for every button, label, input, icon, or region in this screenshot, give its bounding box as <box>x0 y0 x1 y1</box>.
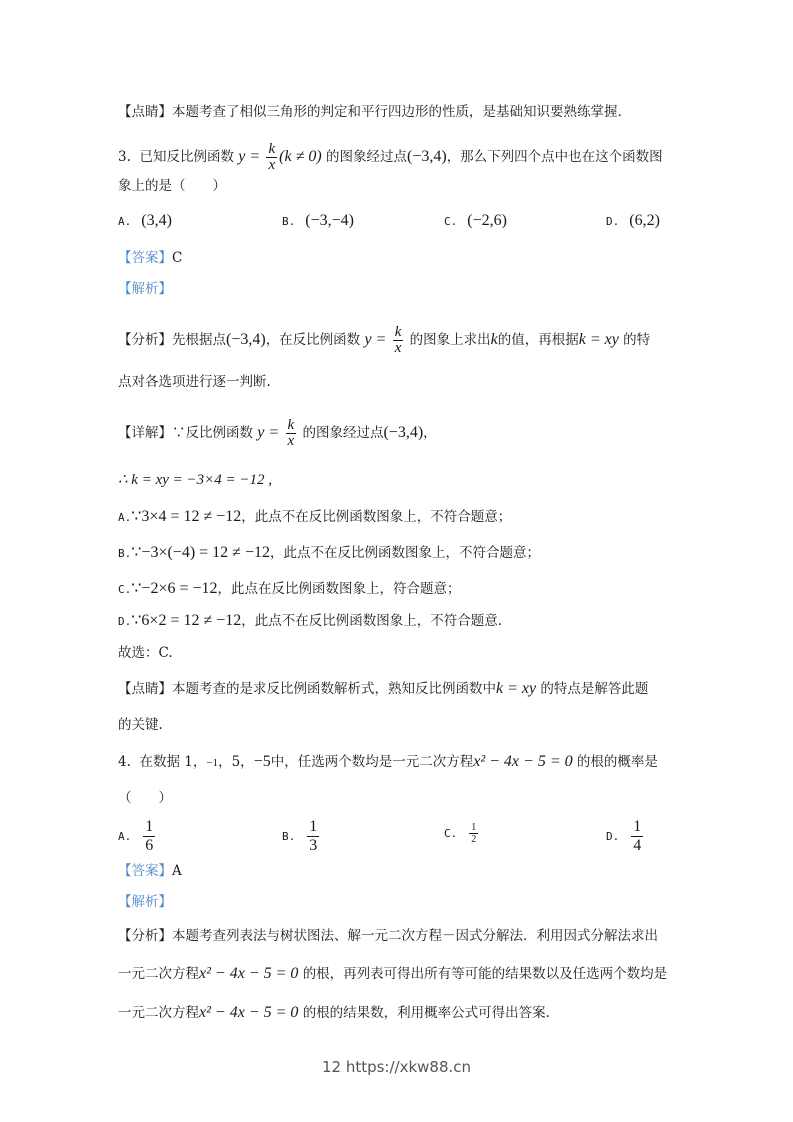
q2-dianjing <box>118 102 693 122</box>
numerator: 1 <box>309 818 318 835</box>
formula: k = xy <box>578 331 619 348</box>
point: (−3,4) <box>383 424 424 441</box>
q3-check-d <box>118 611 693 632</box>
text: 本题考查列表法与树状图法、解一元二次方程－因式分解法．利用因式分解法求出 <box>172 928 658 944</box>
numerator: k <box>394 324 402 340</box>
denominator: 3 <box>309 837 318 854</box>
question-number: 3. <box>118 149 131 165</box>
text: 中，任选两个数均是一元二次方程 <box>270 754 474 770</box>
check-label: A. <box>118 511 132 524</box>
option-label: A. <box>118 215 132 228</box>
fraction-k-over-x <box>393 325 404 356</box>
check-label: D. <box>118 615 132 628</box>
q3-option-d <box>606 212 660 230</box>
q4-fenxi-line3 <box>118 1003 693 1023</box>
func-lhs: y = <box>238 148 261 165</box>
var-k: k <box>490 331 498 348</box>
fraction <box>143 818 155 855</box>
check-label: B. <box>118 547 132 560</box>
stem-text: 已知反比例函数 <box>139 149 234 165</box>
numerator: 1 <box>145 818 154 835</box>
answer-value: A <box>172 863 182 879</box>
q3-k-value: ∴ k = xy = −3×4 = −12 , <box>118 472 272 488</box>
numerator: 1 <box>633 818 642 835</box>
numerator: 1 <box>471 822 477 833</box>
equation: x² − 4x − 5 = 0 <box>473 753 573 770</box>
func-condition: (k ≠ 0) <box>279 148 322 165</box>
q3-analysis-tag <box>118 279 693 299</box>
check-text: ，此点不在反比例函数图象上，不符合题意； <box>241 509 512 525</box>
text: ， <box>423 425 437 441</box>
text: 的图象经过点 <box>302 425 384 441</box>
q3-conclusion: 故选：C. <box>118 645 173 661</box>
number: −1 <box>206 757 219 769</box>
text: 的根的结果数，利用概率公式可得出答案. <box>302 1005 550 1021</box>
answer-value: C <box>172 250 183 266</box>
fenxi-tag: 【分析】 <box>118 928 172 944</box>
q3-stem <box>118 142 693 173</box>
denominator: 4 <box>633 837 642 854</box>
q3-check-b <box>118 543 693 564</box>
xiangjie-tag: 【详解】 <box>118 425 172 441</box>
q3-option-a <box>118 212 172 230</box>
q3-check-c <box>118 579 693 600</box>
check-text: ，此点不在反比例函数图象上，不符合题意. <box>241 613 503 629</box>
analysis-tag: 【解析】 <box>118 894 172 910</box>
check-label: C. <box>118 583 132 596</box>
option-label: C. <box>444 215 458 228</box>
equation: x² − 4x − 5 = 0 <box>199 965 299 982</box>
fraction-k-over-x <box>286 418 297 449</box>
text: 的根的概率是 <box>576 754 658 770</box>
text: ，在反比例函数 <box>265 332 361 348</box>
point: (−3,4) <box>226 331 266 348</box>
fenxi-tag: 【分析】 <box>118 332 172 348</box>
text: 本题考查的是求反比例函数解析式，熟知反比例函数中 <box>172 681 496 697</box>
option-value: (3,4) <box>141 212 172 229</box>
text: 一元二次方程 <box>118 966 199 982</box>
check-text: ，此点在反比例函数图象上，符合题意； <box>217 581 461 597</box>
option-label: B. <box>282 830 296 843</box>
q4-option-c <box>444 822 480 845</box>
option-label: B. <box>282 215 296 228</box>
stem-text: ，那么下列四个点中也在这个函数图 <box>446 149 663 165</box>
q3-answer <box>118 248 693 268</box>
dianjing-tag: 【点睛】 <box>118 104 172 120</box>
fraction <box>307 818 319 855</box>
q3-check-a <box>118 507 693 528</box>
q4-stem-line2: （ ） <box>118 790 172 806</box>
check-expr: ∵3×4 = 12 ≠ −12 <box>131 508 242 525</box>
text: ∵反比例函数 <box>172 425 253 441</box>
answer-tag: 【答案】 <box>118 863 172 879</box>
denominator: x <box>268 157 276 173</box>
func-lhs: y = <box>364 331 387 348</box>
denominator: x <box>287 433 295 449</box>
numerator: k <box>268 141 276 157</box>
check-expr: ∵6×2 = 12 ≠ −12 <box>131 612 242 629</box>
q3-xiangjie <box>118 418 693 449</box>
dianjing-tag: 【点睛】 <box>118 681 172 697</box>
q4-fenxi-line2 <box>118 964 693 984</box>
stem-text: 的图象经过点 <box>326 149 407 165</box>
analysis-tag: 【解析】 <box>118 281 172 297</box>
footer-url[interactable]: https://xkw88.cn <box>345 1058 472 1076</box>
q4-answer <box>118 861 693 881</box>
text: 的根，再列表可得出所有等可能的结果数以及任选两个数均是 <box>302 966 668 982</box>
option-value: (−2,6) <box>467 212 507 229</box>
dianjing-text: 本题考查了相似三角形的判定和平行四边形的性质，是基础知识要熟练掌握. <box>172 104 622 120</box>
denominator: 6 <box>145 837 154 854</box>
check-expr: ∵−3×(−4) = 12 ≠ −12 <box>131 544 270 561</box>
formula: k = xy <box>496 680 537 697</box>
check-expr: ∵−2×6 = −12 <box>131 580 218 597</box>
option-label: D. <box>606 215 620 228</box>
number: −5 <box>253 753 271 770</box>
point: (−3,4) <box>407 148 447 165</box>
q4-option-d <box>606 818 645 855</box>
q3-stem-line2: 象上的是（ ） <box>118 178 226 194</box>
fraction-k-over-x <box>266 142 277 173</box>
text: 的值，再根据 <box>497 332 579 348</box>
fraction <box>469 822 478 845</box>
option-label: C. <box>444 827 458 840</box>
fraction <box>631 818 643 855</box>
text: 的特点是解答此题 <box>540 681 649 697</box>
q4-option-a <box>118 818 157 855</box>
q3-dianjing-line2: 的关键. <box>118 717 163 733</box>
q4-fenxi <box>118 926 693 946</box>
numerator: k <box>287 417 295 433</box>
text: 先根据点 <box>172 332 226 348</box>
option-label: D. <box>606 830 620 843</box>
q4-option-b <box>282 818 321 855</box>
func-lhs: y = <box>257 424 280 441</box>
q3-dianjing <box>118 679 693 699</box>
denominator: 2 <box>471 834 477 845</box>
text: 的特 <box>623 332 651 348</box>
check-text: ，此点不在反比例函数图象上，不符合题意； <box>269 545 540 561</box>
q3-option-c <box>444 212 507 230</box>
text: 的图象上求出 <box>409 332 491 348</box>
answer-tag: 【答案】 <box>118 250 172 266</box>
q4-analysis-tag <box>118 892 693 912</box>
q3-fenxi-line2: 点对各选项进行逐一判断. <box>118 374 271 390</box>
q3-option-b <box>282 212 354 230</box>
option-label: A. <box>118 830 132 843</box>
equation: x² − 4x − 5 = 0 <box>199 1004 299 1021</box>
page-footer <box>0 1058 793 1076</box>
option-value: (6,2) <box>629 212 660 229</box>
question-number: 4. <box>118 754 131 770</box>
page-number: 12 <box>321 1058 342 1076</box>
text: 一元二次方程 <box>118 1005 199 1021</box>
option-value: (−3,−4) <box>305 212 354 229</box>
q4-stem <box>118 752 693 773</box>
text: ，5， <box>218 754 254 770</box>
q3-fenxi <box>118 325 693 356</box>
text: 在数据 1， <box>139 754 207 770</box>
denominator: x <box>394 340 402 356</box>
